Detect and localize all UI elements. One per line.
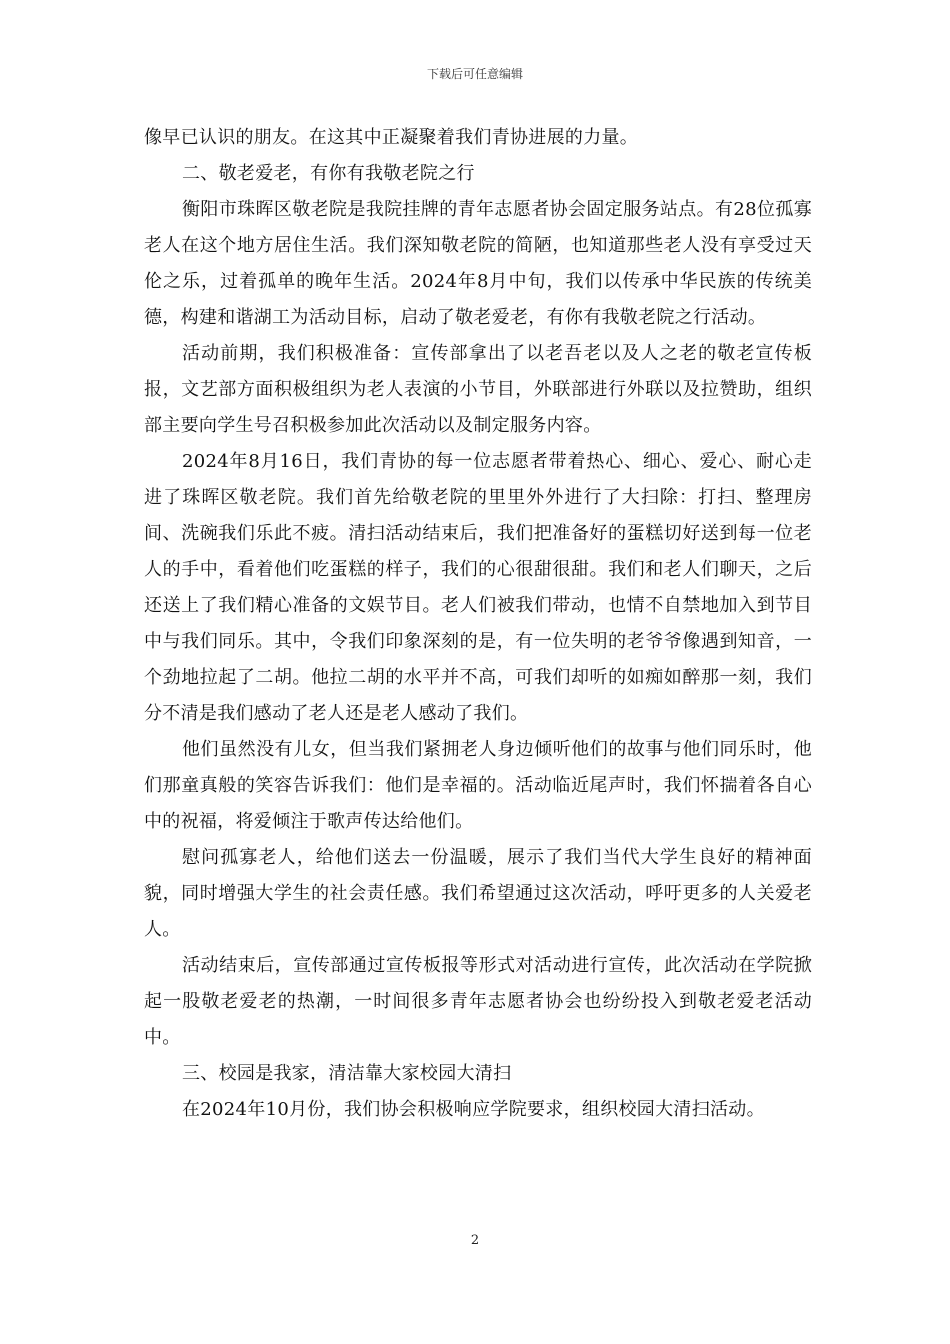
page-header: 下载后可任意编辑	[426, 67, 523, 81]
paragraph-continuation: 像早已认识的朋友。在这其中正凝聚着我们青协进展的力量。	[144, 127, 639, 148]
section-heading-2: 二、敬老爱老，有你有我敬老院之行	[182, 163, 475, 184]
page-number: 2	[470, 1233, 480, 1248]
document-body	[144, 120, 812, 1128]
paragraph: 他们虽然没有儿女，但当我们紧拥老人身边倾听他们的故事与他们同乐时，他们那童真般的笑容告诉我们：他们是幸福的。活动临近尾声时，我们怀揣着各自心中的祝福，将爱倾注于歌声传达给他们。	[144, 739, 812, 832]
paragraph: 衡阳市珠晖区敬老院是我院挂牌的青年志愿者协会固定服务站点。有28位孤寡老人在这个地方居住生活。我们深知敬老院的简陋，也知道那些老人没有享受过天伦之乐，过着孤单的晚年生活。2024年8月中旬，我们以传承中华民族的传统美德，构建和谐湖工为活动目标，启动了敬老爱老，有你有我敬老院之行活动。	[144, 199, 812, 328]
section-heading-3: 三、校园是我家，清洁靠大家校园大清扫	[182, 1063, 512, 1084]
paragraph: 慰问孤寡老人，给他们送去一份温暖，展示了我们当代大学生良好的精神面貌，同时增强大学生的社会责任感。我们希望通过这次活动，呼吁更多的人关爱老人。	[144, 847, 812, 940]
paragraph: 活动结束后，宣传部通过宣传板报等形式对活动进行宣传，此次活动在学院掀起一股敬老爱老的热潮，一时间很多青年志愿者协会也纷纷投入到敬老爱老活动中。	[144, 955, 812, 1048]
paragraph: 在2024年10月份，我们协会积极响应学院要求，组织校园大清扫活动。	[182, 1099, 765, 1120]
paragraph: 2024年8月16日，我们青协的每一位志愿者带着热心、细心、爱心、耐心走进了珠晖区敬老院。我们首先给敬老院的里里外外进行了大扫除：打扫、整理房间、洗碗我们乐此不疲。清扫活动结束后，我们把准备好的蛋糕切好送到每一位老人的手中，看着他们吃蛋糕的样子，我们的心很甜很甜。我们和老人们聊天，之后还送上了我们精心准备的文娱节目。老人们被我们带动，也情不自禁地加入到节目中与我们同乐。其中，令我们印象深刻的是，有一位失明的老爷爷像遇到知音，一个劲地拉起了二胡。他拉二胡的水平并不高，可我们却听的如痴如醉那一刻，我们分不清是我们感动了老人还是老人感动了我们。	[144, 451, 812, 724]
paragraph: 活动前期，我们积极准备：宣传部拿出了以老吾老以及人之老的敬老宣传板报，文艺部方面积极组织为老人表演的小节目，外联部进行外联以及拉赞助，组织部主要向学生号召积极参加此次活动以及制定服务内容。	[144, 343, 812, 436]
